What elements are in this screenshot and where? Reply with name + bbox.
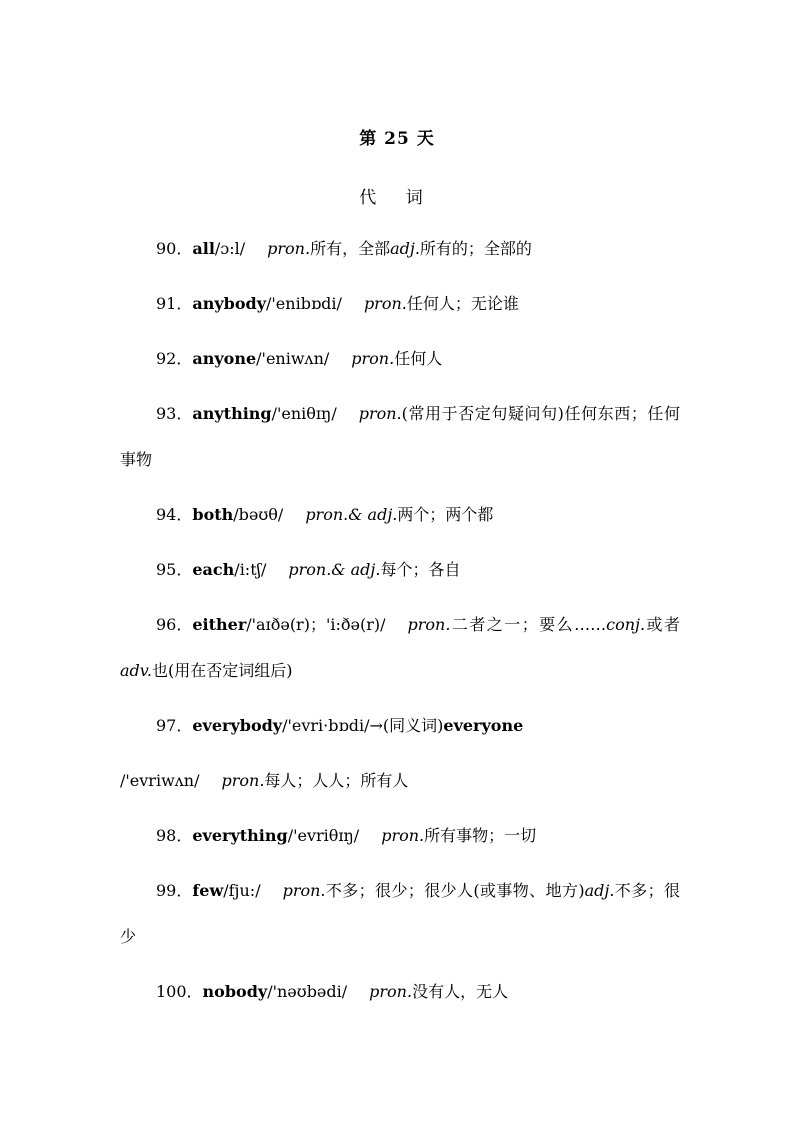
entry-word: everybody bbox=[192, 716, 283, 735]
entry-pos-2: conj. bbox=[606, 615, 646, 634]
entry-word: each bbox=[192, 560, 235, 579]
entry-number: 99． bbox=[156, 881, 193, 900]
entry-90 bbox=[120, 236, 680, 262]
entry-definition-2: 所有的；全部的 bbox=[419, 239, 532, 258]
entry-continuation bbox=[120, 768, 680, 794]
entry-phonetic: /'nəʊbədi/ bbox=[267, 982, 348, 1001]
entry-definition-3: 也(用在否定词组后) bbox=[152, 661, 293, 680]
entry-definition: 任何人；无论谁 bbox=[406, 294, 519, 313]
entry-pos: pron. bbox=[407, 615, 451, 634]
entry-pos: pron.& adj. bbox=[288, 560, 381, 579]
entry-definition: 所有，全部 bbox=[310, 239, 391, 258]
entry-definition: 二者之一；要么…… bbox=[450, 615, 607, 634]
entry-phonetic: /i:tʃ/ bbox=[234, 560, 267, 579]
entry-word: everything bbox=[192, 826, 288, 845]
entry-pos: pron. bbox=[282, 881, 326, 900]
entry-definition: 两个；两个都 bbox=[397, 505, 494, 524]
entry-definition: 不多；很少；很少人(或事物、地方) bbox=[325, 881, 585, 900]
entry-definition: 所有事物；一切 bbox=[424, 826, 537, 845]
entry-pos: pron. bbox=[221, 771, 265, 790]
entry-phonetic: /'evri·bɒdi/→(同义词) bbox=[282, 716, 444, 735]
section-title: 代 词 bbox=[359, 188, 435, 208]
entry-pos: pron. bbox=[369, 982, 413, 1001]
entry-pos: pron. bbox=[381, 826, 425, 845]
entry-96 bbox=[120, 602, 680, 694]
entry-pos-3: adv. bbox=[120, 661, 153, 680]
entry-92 bbox=[120, 346, 680, 372]
entry-word: all bbox=[192, 239, 215, 258]
entry-definition: 没有人，无人 bbox=[412, 982, 509, 1001]
entry-number: 95． bbox=[156, 560, 193, 579]
entry-definition: 每个；各自 bbox=[380, 560, 461, 579]
entry-pos: pron. bbox=[363, 294, 407, 313]
entry-phonetic: /'aɪðə(r)；'i:ðə(r)/ bbox=[246, 615, 386, 634]
entry-pos: pron.& adj. bbox=[305, 505, 398, 524]
entry-word: few bbox=[192, 881, 224, 900]
entry-definition-2: 或者 bbox=[645, 615, 680, 634]
entry-pos: pron. bbox=[351, 349, 395, 368]
entry-definition: (常用于否定句疑问句)任何东西；任何事物 bbox=[120, 404, 680, 469]
entry-phonetic: /'eniwʌn/ bbox=[256, 349, 330, 368]
entry-97 bbox=[120, 713, 680, 794]
entry-95 bbox=[120, 557, 680, 583]
entry-synonym: everyone bbox=[443, 716, 524, 735]
entry-word: anybody bbox=[192, 294, 267, 313]
entry-phonetic: /'eniθɪŋ/ bbox=[271, 404, 337, 423]
entry-word: anyone bbox=[192, 349, 257, 368]
entry-word: both bbox=[192, 505, 234, 524]
entry-word: either bbox=[192, 615, 247, 634]
entry-number: 98． bbox=[156, 826, 193, 845]
entry-100 bbox=[120, 979, 680, 1005]
entry-pos-2: adj. bbox=[390, 239, 420, 258]
entry-pos: pron. bbox=[358, 404, 402, 423]
entry-definition: 任何人 bbox=[394, 349, 443, 368]
entry-phonetic: /'enibɒdi/ bbox=[266, 294, 342, 313]
entry-word: anything bbox=[192, 404, 272, 423]
entry-93 bbox=[120, 391, 680, 483]
entry-definition: 每人；人人；所有人 bbox=[264, 771, 409, 790]
page-title: 第 25 天 bbox=[359, 129, 435, 149]
entry-number: 92． bbox=[156, 349, 193, 368]
entry-phonetic: /'evriθɪŋ/ bbox=[287, 826, 360, 845]
vocabulary-list bbox=[120, 236, 680, 1034]
entry-definition-2: 不多；很少 bbox=[120, 881, 680, 946]
entry-98 bbox=[120, 823, 680, 849]
entry-number: 90． bbox=[156, 239, 193, 258]
entry-number: 100． bbox=[156, 982, 203, 1001]
entry-number: 96． bbox=[156, 615, 193, 634]
entry-phonetic: /ɔ:l/ bbox=[214, 239, 246, 258]
entry-94 bbox=[120, 502, 680, 528]
entry-pos-2: adj. bbox=[584, 881, 615, 900]
entry-99 bbox=[120, 868, 680, 960]
entry-phonetic: /fju:/ bbox=[223, 881, 261, 900]
entry-phonetic: /bəʊθ/ bbox=[233, 505, 284, 524]
entry-91 bbox=[120, 291, 680, 317]
entry-word: nobody bbox=[202, 982, 268, 1001]
entry-number: 93． bbox=[156, 404, 193, 423]
entry-pos: pron. bbox=[267, 239, 311, 258]
entry-number: 94． bbox=[156, 505, 193, 524]
entry-synonym-phonetic: /'evriwʌn/ bbox=[120, 771, 200, 790]
entry-number: 91． bbox=[156, 294, 193, 313]
entry-number: 97． bbox=[156, 716, 193, 735]
